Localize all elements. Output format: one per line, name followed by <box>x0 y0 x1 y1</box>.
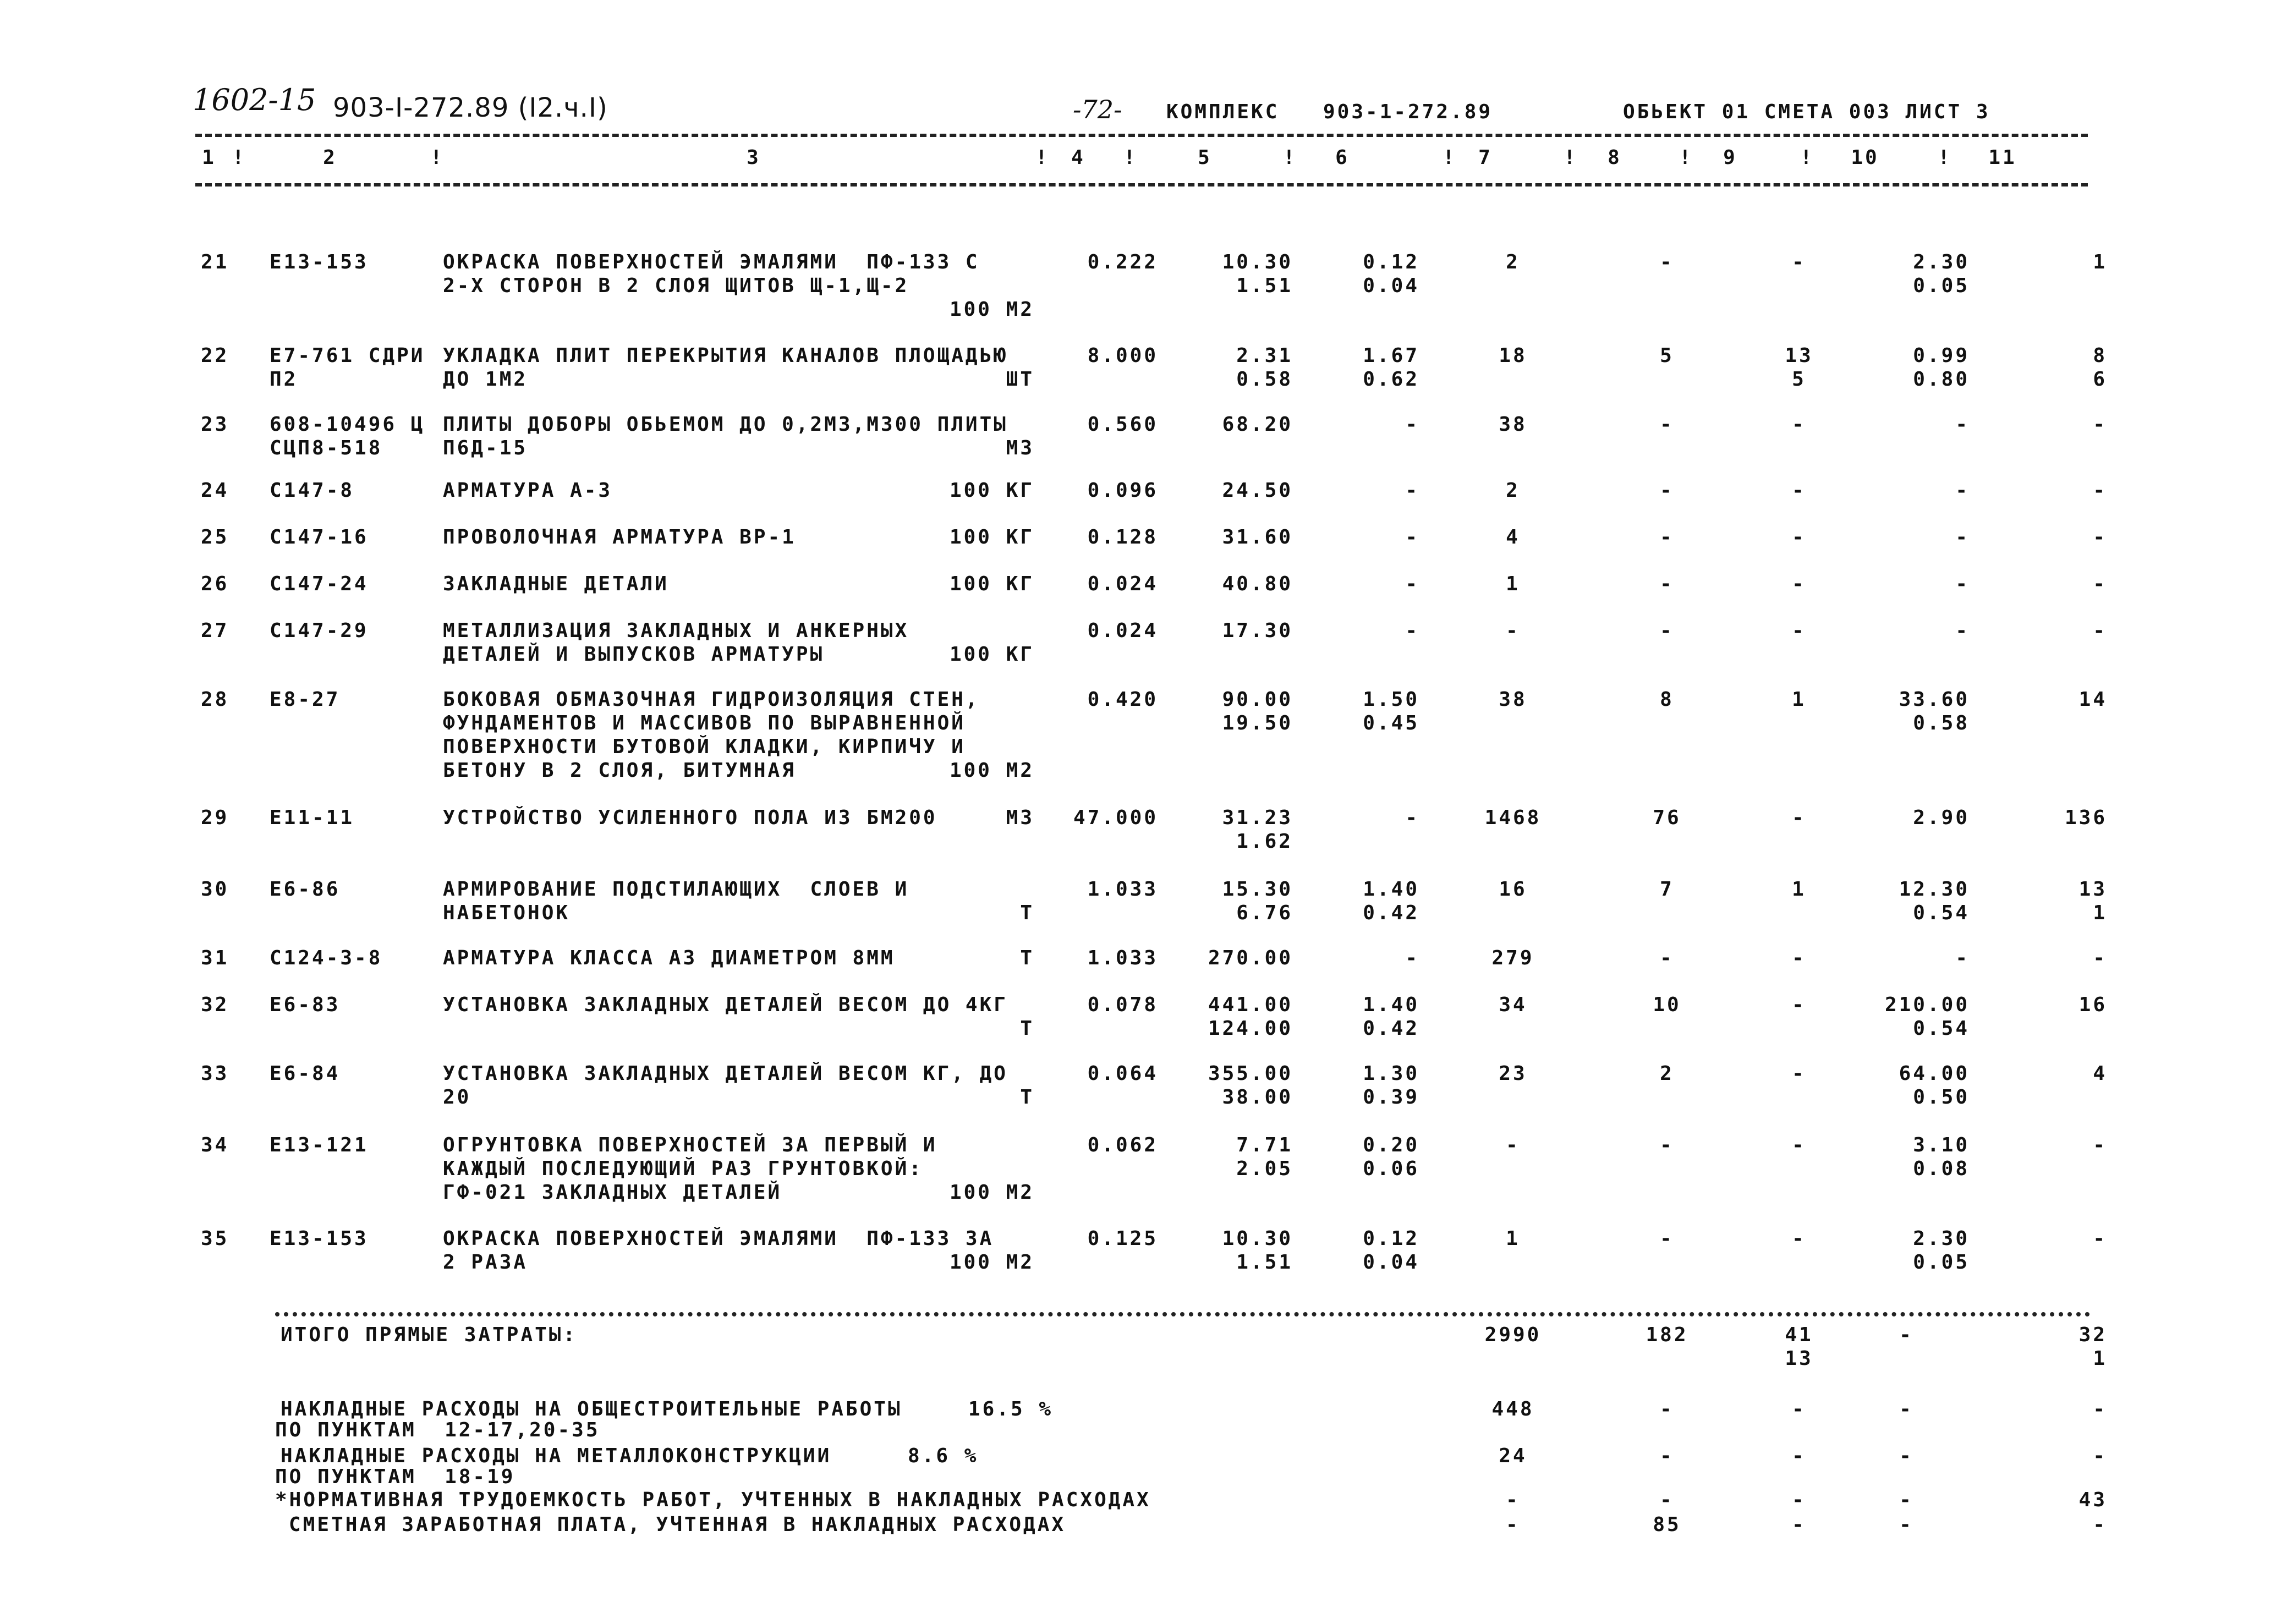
row-col7: - <box>1506 1134 1520 1156</box>
row-col10: 33.60 <box>1899 688 1970 711</box>
note-c9: - <box>1792 1489 1806 1511</box>
row-description: АРМАТУРА КЛАССА А3 ДИАМЕТРОМ 8ММ <box>443 947 895 969</box>
row-col6: 1.30 <box>1363 1062 1419 1085</box>
row-col6: 0.20 <box>1363 1134 1419 1156</box>
row-col10: 3.10 <box>1913 1134 1970 1156</box>
totals-col11: 32 <box>2078 1324 2107 1346</box>
row-col9: - <box>1792 479 1806 502</box>
row-col6: 0.42 <box>1363 1017 1419 1040</box>
page-number: -72- <box>1073 95 1122 124</box>
row-description: ПЛИТЫ ДОБОРЫ ОБЬЕМОМ ДО 0,2М3,М300 ПЛИТЫ <box>443 413 1008 436</box>
row-col10: - <box>1955 526 1970 548</box>
row-col5: 40.80 <box>1222 573 1293 595</box>
row-col8: - <box>1660 1227 1674 1250</box>
row-col10: - <box>1955 479 1970 502</box>
row-col6: 0.62 <box>1363 368 1419 391</box>
row-col9: 13 <box>1785 344 1813 367</box>
row-col5: 15.30 <box>1222 878 1293 901</box>
row-unit: 100 КГ <box>949 643 1034 666</box>
row-col5: 124.00 <box>1208 1017 1293 1040</box>
row-col6: 1.40 <box>1363 994 1419 1016</box>
column-separator: ! <box>430 146 445 169</box>
row-code: Е13-121 <box>270 1134 369 1156</box>
row-description: УКЛАДКА ПЛИТ ПЕРЕКРЫТИЯ КАНАЛОВ ПЛОЩАДЬЮ <box>443 344 1008 367</box>
row-col5: 441.00 <box>1208 994 1293 1016</box>
row-description: ОКРАСКА ПОВЕРХНОСТЕЙ ЭМАЛЯМИ ПФ-133 ЗА <box>443 1227 994 1250</box>
row-code: С147-24 <box>270 573 369 595</box>
row-quantity: 47.000 <box>1073 806 1158 829</box>
row-description: ПРОВОЛОЧНАЯ АРМАТУРА ВР-1 <box>443 526 796 548</box>
overhead-label: НАКЛАДНЫЕ РАСХОДЫ НА ОБЩЕСТРОИТЕЛЬНЫЕ РАБОТЫ <box>281 1398 902 1420</box>
row-col8: - <box>1660 947 1674 969</box>
row-col9: - <box>1792 1134 1806 1156</box>
row-code: П2 <box>270 368 298 391</box>
column-separator: ! <box>1564 146 1578 169</box>
row-col6: 1.67 <box>1363 344 1419 367</box>
row-col9: 1 <box>1792 688 1806 711</box>
column-number-8: 8 <box>1608 146 1622 169</box>
row-col5: 2.31 <box>1236 344 1293 367</box>
row-col9: - <box>1792 526 1806 548</box>
row-col9: - <box>1792 619 1806 642</box>
overhead-c7: 448 <box>1491 1398 1534 1420</box>
row-col11: - <box>2093 479 2107 502</box>
row-unit: 100 КГ <box>949 526 1034 548</box>
note-c10: - <box>1899 1489 1913 1511</box>
row-col5: 38.00 <box>1222 1086 1293 1109</box>
column-separator: ! <box>1035 146 1050 169</box>
row-col5: 19.50 <box>1222 712 1293 734</box>
row-description: ЗАКЛАДНЫЕ ДЕТАЛИ <box>443 573 669 595</box>
document-code: 903-I-272.89 (I2.ч.I) <box>333 92 608 123</box>
row-code: Е7-761 СДРИ <box>270 344 425 367</box>
row-col7: 18 <box>1499 344 1527 367</box>
row-col6: - <box>1405 806 1419 829</box>
row-col6: 1.40 <box>1363 878 1419 901</box>
row-col8: - <box>1660 526 1674 548</box>
row-code: С124-3-8 <box>270 947 383 969</box>
row-number: 22 <box>201 344 229 367</box>
row-col6: 0.06 <box>1363 1157 1419 1180</box>
row-number: 32 <box>201 994 229 1016</box>
row-col8: - <box>1660 413 1674 436</box>
row-col9: 1 <box>1792 878 1806 901</box>
row-col6: 0.04 <box>1363 275 1419 297</box>
totals-col10: - <box>1899 1324 1913 1346</box>
row-description: МЕТАЛЛИЗАЦИЯ ЗАКЛАДНЫХ И АНКЕРНЫХ <box>443 619 909 642</box>
column-separator: ! <box>1800 146 1814 169</box>
row-col11: - <box>2093 947 2107 969</box>
totals-col11: 1 <box>2093 1347 2107 1370</box>
row-col8: 76 <box>1653 806 1681 829</box>
row-unit: 100 М2 <box>949 298 1034 321</box>
row-code: Е8-27 <box>270 688 341 711</box>
totals-col7: 2990 <box>1484 1324 1542 1346</box>
row-col10: 2.30 <box>1913 251 1970 273</box>
row-col11: - <box>2093 526 2107 548</box>
overhead-c11: - <box>2093 1445 2107 1467</box>
row-col5: 7.71 <box>1236 1134 1293 1156</box>
row-description: 2 РАЗА <box>443 1251 528 1274</box>
column-separator: ! <box>1123 146 1138 169</box>
row-number: 25 <box>201 526 229 548</box>
totals-separator <box>275 1312 2091 1316</box>
row-col6: 0.39 <box>1363 1086 1419 1109</box>
row-col11: 6 <box>2093 368 2107 391</box>
row-description: ДО 1М2 <box>443 368 528 391</box>
row-col9: - <box>1792 573 1806 595</box>
row-quantity: 8.000 <box>1087 344 1158 367</box>
row-col10: - <box>1955 573 1970 595</box>
row-col10: 64.00 <box>1899 1062 1970 1085</box>
row-unit: 100 КГ <box>949 479 1034 502</box>
note-c8: 85 <box>1653 1513 1681 1536</box>
row-col11: - <box>2093 1134 2107 1156</box>
row-number: 23 <box>201 413 229 436</box>
row-number: 24 <box>201 479 229 502</box>
row-col5: 31.23 <box>1222 806 1293 829</box>
row-col10: 210.00 <box>1884 994 1970 1016</box>
row-col7: 38 <box>1499 413 1527 436</box>
row-quantity: 0.222 <box>1087 251 1158 273</box>
row-col6: 0.12 <box>1363 1227 1419 1250</box>
row-description: НАБЕТОНОК <box>443 902 571 924</box>
row-unit: 100 М2 <box>949 1181 1034 1204</box>
overhead-label: НАКЛАДНЫЕ РАСХОДЫ НА МЕТАЛЛОКОНСТРУКЦИИ <box>281 1445 832 1467</box>
row-code: Е6-84 <box>270 1062 341 1085</box>
row-unit: Т <box>1020 902 1034 924</box>
overhead-percent: 8.6 % <box>908 1445 979 1467</box>
row-col5: 31.60 <box>1222 526 1293 548</box>
row-col11: - <box>2093 573 2107 595</box>
row-description: АРМАТУРА А-3 <box>443 479 613 502</box>
row-quantity: 0.420 <box>1087 688 1158 711</box>
overhead-percent: 16.5 % <box>968 1398 1054 1420</box>
column-number-4: 4 <box>1071 146 1085 169</box>
overhead-subtitle: ПО ПУНКТАМ 12-17,20-35 <box>275 1419 600 1441</box>
row-quantity: 0.024 <box>1087 573 1158 595</box>
row-col10: 0.54 <box>1913 902 1970 924</box>
overhead-c7: 24 <box>1499 1445 1527 1467</box>
row-number: 29 <box>201 806 229 829</box>
complex-label: КОМПЛЕКС <box>1166 101 1280 123</box>
row-col11: 8 <box>2093 344 2107 367</box>
overhead-c8: - <box>1660 1445 1674 1467</box>
column-number-9: 9 <box>1723 146 1737 169</box>
note-c7: - <box>1506 1489 1520 1511</box>
row-col5: 0.58 <box>1236 368 1293 391</box>
note-label: СМЕТНАЯ ЗАРАБОТНАЯ ПЛАТА, УЧТЕННАЯ В НАКЛАДНЫХ РАСХОДАХ <box>289 1513 1066 1536</box>
row-col11: 14 <box>2078 688 2107 711</box>
row-number: 21 <box>201 251 229 273</box>
row-col8: - <box>1660 251 1674 273</box>
row-col8: 7 <box>1660 878 1674 901</box>
row-quantity: 0.062 <box>1087 1134 1158 1156</box>
row-col8: - <box>1660 573 1674 595</box>
totals-col8: 182 <box>1646 1324 1688 1346</box>
row-col7: 2 <box>1506 251 1520 273</box>
row-code: Е6-86 <box>270 878 341 901</box>
row-code: СЦП8-518 <box>270 437 383 459</box>
row-col10: 12.30 <box>1899 878 1970 901</box>
row-col11: - <box>2093 1227 2107 1250</box>
object-sheet-info: ОБЬЕКТ 01 СМЕТА 003 ЛИСТ 3 <box>1623 101 1990 123</box>
row-number: 33 <box>201 1062 229 1085</box>
row-description: АРМИРОВАНИЕ ПОДСТИЛАЮЩИХ СЛОЕВ И <box>443 878 909 901</box>
overhead-c10: - <box>1899 1445 1913 1467</box>
row-col10: - <box>1955 619 1970 642</box>
row-quantity: 0.024 <box>1087 619 1158 642</box>
column-number-6: 6 <box>1335 146 1350 169</box>
column-number-11: 11 <box>1988 146 2017 169</box>
row-description: 20 <box>443 1086 471 1109</box>
row-description: УСТАНОВКА ЗАКЛАДНЫХ ДЕТАЛЕЙ ВЕСОМ КГ, ДО <box>443 1062 1008 1085</box>
note-c11: 43 <box>2078 1489 2107 1511</box>
row-col7: 1 <box>1506 1227 1520 1250</box>
row-code: 608-10496 Ц <box>270 413 425 436</box>
overhead-c8: - <box>1660 1398 1674 1420</box>
row-col5: 17.30 <box>1222 619 1293 642</box>
row-col10: 2.30 <box>1913 1227 1970 1250</box>
row-col6: 0.42 <box>1363 902 1419 924</box>
totals-col9: 13 <box>1785 1347 1813 1370</box>
row-number: 35 <box>201 1227 229 1250</box>
row-number: 26 <box>201 573 229 595</box>
row-col5: 6.76 <box>1236 902 1293 924</box>
row-col10: 0.05 <box>1913 1251 1970 1274</box>
row-col5: 24.50 <box>1222 479 1293 502</box>
row-unit: Т <box>1020 1086 1034 1109</box>
column-number-5: 5 <box>1198 146 1212 169</box>
row-col11: - <box>2093 619 2107 642</box>
row-quantity: 0.096 <box>1087 479 1158 502</box>
column-separator: ! <box>1938 146 1952 169</box>
column-separator: ! <box>1443 146 1457 169</box>
row-unit: 100 КГ <box>949 573 1034 595</box>
row-description: БОКОВАЯ ОБМАЗОЧНАЯ ГИДРОИЗОЛЯЦИЯ СТЕН, <box>443 688 980 711</box>
row-col6: 0.45 <box>1363 712 1419 734</box>
row-col9: - <box>1792 251 1806 273</box>
row-col11: 1 <box>2093 251 2107 273</box>
row-col10: 0.54 <box>1913 1017 1970 1040</box>
row-quantity: 0.064 <box>1087 1062 1158 1085</box>
row-col10: 0.05 <box>1913 275 1970 297</box>
row-col9: - <box>1792 413 1806 436</box>
row-col6: - <box>1405 573 1419 595</box>
row-col9: - <box>1792 947 1806 969</box>
row-col9: - <box>1792 994 1806 1016</box>
row-col7: 4 <box>1506 526 1520 548</box>
row-quantity: 1.033 <box>1087 878 1158 901</box>
row-quantity: 0.125 <box>1087 1227 1158 1250</box>
row-col10: 2.90 <box>1913 806 1970 829</box>
row-col5: 10.30 <box>1222 251 1293 273</box>
row-col6: - <box>1405 947 1419 969</box>
row-unit: М3 <box>1006 437 1034 459</box>
overhead-c9: - <box>1792 1398 1806 1420</box>
note-c7: - <box>1506 1513 1520 1536</box>
column-number-3: 3 <box>747 146 761 169</box>
row-col9: - <box>1792 1227 1806 1250</box>
row-description: ОКРАСКА ПОВЕРХНОСТЕЙ ЭМАЛЯМИ ПФ-133 С <box>443 251 980 273</box>
header-rule-top <box>195 134 2088 137</box>
row-quantity: 0.560 <box>1087 413 1158 436</box>
overhead-c10: - <box>1899 1398 1913 1420</box>
row-col5: 355.00 <box>1208 1062 1293 1085</box>
column-number-7: 7 <box>1478 146 1493 169</box>
row-unit: ШТ <box>1006 368 1034 391</box>
row-unit: М3 <box>1006 806 1034 829</box>
overhead-subtitle: ПО ПУНКТАМ 18-19 <box>275 1466 515 1488</box>
row-description: УСТАНОВКА ЗАКЛАДНЫХ ДЕТАЛЕЙ ВЕСОМ ДО 4КГ <box>443 994 1008 1016</box>
row-col5: 1.62 <box>1236 830 1293 853</box>
row-description: КАЖДЫЙ ПОСЛЕДУЮЩИЙ РАЗ ГРУНТОВКОЙ: <box>443 1157 923 1180</box>
row-col10: 0.08 <box>1913 1157 1970 1180</box>
row-col11: 1 <box>2093 902 2107 924</box>
row-number: 34 <box>201 1134 229 1156</box>
column-separator: ! <box>232 146 246 169</box>
row-code: С147-8 <box>270 479 355 502</box>
row-code: Е13-153 <box>270 251 369 273</box>
row-col5: 90.00 <box>1222 688 1293 711</box>
column-number-1: 1 <box>202 146 216 169</box>
row-unit: Т <box>1020 947 1034 969</box>
row-col5: 10.30 <box>1222 1227 1293 1250</box>
row-col5: 1.51 <box>1236 275 1293 297</box>
row-col6: - <box>1405 619 1419 642</box>
row-col5: 2.05 <box>1236 1157 1293 1180</box>
row-col10: 0.58 <box>1913 712 1970 734</box>
complex-code: 903-1-272.89 <box>1323 101 1493 123</box>
row-code: С147-29 <box>270 619 369 642</box>
row-number: 28 <box>201 688 229 711</box>
row-col9: 5 <box>1792 368 1806 391</box>
row-description: БЕТОНУ В 2 СЛОЯ, БИТУМНАЯ <box>443 759 796 782</box>
row-code: С147-16 <box>270 526 369 548</box>
row-description: ФУНДАМЕНТОВ И МАССИВОВ ПО ВЫРАВНЕННОЙ <box>443 712 966 734</box>
row-col7: 279 <box>1491 947 1534 969</box>
row-quantity: 0.128 <box>1087 526 1158 548</box>
row-col7: - <box>1506 619 1520 642</box>
overhead-c9: - <box>1792 1445 1806 1467</box>
row-col7: 16 <box>1499 878 1527 901</box>
row-col7: 34 <box>1499 994 1527 1016</box>
row-col8: - <box>1660 479 1674 502</box>
row-col6: 0.12 <box>1363 251 1419 273</box>
row-number: 27 <box>201 619 229 642</box>
row-description: ПОВЕРХНОСТИ БУТОВОЙ КЛАДКИ, КИРПИЧУ И <box>443 736 966 758</box>
row-code: Е13-153 <box>270 1227 369 1250</box>
row-col11: 136 <box>2064 806 2107 829</box>
row-description: ОГРУНТОВКА ПОВЕРХНОСТЕЙ ЗА ПЕРВЫЙ И <box>443 1134 937 1156</box>
note-c9: - <box>1792 1513 1806 1536</box>
row-col8: - <box>1660 1134 1674 1156</box>
row-col10: 0.50 <box>1913 1086 1970 1109</box>
row-col8: - <box>1660 619 1674 642</box>
column-number-10: 10 <box>1851 146 1879 169</box>
row-description: ГФ-021 ЗАКЛАДНЫХ ДЕТАЛЕЙ <box>443 1181 782 1204</box>
row-unit: 100 М2 <box>949 1251 1034 1274</box>
row-col8: 5 <box>1660 344 1674 367</box>
row-quantity: 0.078 <box>1087 994 1158 1016</box>
row-col10: 0.99 <box>1913 344 1970 367</box>
note-c10: - <box>1899 1513 1913 1536</box>
row-col10: - <box>1955 413 1970 436</box>
row-col8: 10 <box>1653 994 1681 1016</box>
note-c8: - <box>1660 1489 1674 1511</box>
row-col8: 2 <box>1660 1062 1674 1085</box>
row-col9: - <box>1792 806 1806 829</box>
row-col8: 8 <box>1660 688 1674 711</box>
note-c11: - <box>2093 1513 2107 1536</box>
row-col7: 38 <box>1499 688 1527 711</box>
row-number: 30 <box>201 878 229 901</box>
row-col11: - <box>2093 413 2107 436</box>
row-description: УСТРОЙСТВО УСИЛЕННОГО ПОЛА ИЗ БМ200 <box>443 806 937 829</box>
row-col5: 1.51 <box>1236 1251 1293 1274</box>
row-col11: 13 <box>2078 878 2107 901</box>
row-code: Е6-83 <box>270 994 341 1016</box>
row-col9: - <box>1792 1062 1806 1085</box>
row-col7: 23 <box>1499 1062 1527 1085</box>
row-col10: 0.80 <box>1913 368 1970 391</box>
row-unit: Т <box>1020 1017 1034 1040</box>
row-col6: - <box>1405 479 1419 502</box>
overhead-c11: - <box>2093 1398 2107 1420</box>
row-col7: 1 <box>1506 573 1520 595</box>
row-unit: 100 М2 <box>949 759 1034 782</box>
row-col5: 270.00 <box>1208 947 1293 969</box>
row-col7: 1468 <box>1484 806 1542 829</box>
row-col11: 16 <box>2078 994 2107 1016</box>
note-label: *НОРМАТИВНАЯ ТРУДОЕМКОСТЬ РАБОТ, УЧТЕННЫХ В НАКЛАДНЫХ РАСХОДАХ <box>275 1489 1151 1511</box>
row-quantity: 1.033 <box>1087 947 1158 969</box>
header-rule-bottom <box>195 183 2088 186</box>
row-col6: 1.50 <box>1363 688 1419 711</box>
totals-label: ИТОГО ПРЯМЫЕ ЗАТРАТЫ: <box>281 1324 578 1346</box>
row-col6: - <box>1405 526 1419 548</box>
row-col11: 4 <box>2093 1062 2107 1085</box>
row-col5: 68.20 <box>1222 413 1293 436</box>
column-separator: ! <box>1679 146 1693 169</box>
row-number: 31 <box>201 947 229 969</box>
row-description: П6Д-15 <box>443 437 528 459</box>
handwritten-sheet-number: 1602-15 <box>193 83 316 117</box>
row-col7: 2 <box>1506 479 1520 502</box>
row-code: Е11-11 <box>270 806 355 829</box>
row-description: 2-Х СТОРОН В 2 СЛОЯ ЩИТОВ Щ-1,Щ-2 <box>443 275 909 297</box>
row-col6: 0.04 <box>1363 1251 1419 1274</box>
row-col6: - <box>1405 413 1419 436</box>
totals-col9: 41 <box>1785 1324 1813 1346</box>
column-separator: ! <box>1283 146 1297 169</box>
row-description: ДЕТАЛЕЙ И ВЫПУСКОВ АРМАТУРЫ <box>443 643 825 666</box>
column-number-2: 2 <box>323 146 337 169</box>
row-col10: - <box>1955 947 1970 969</box>
